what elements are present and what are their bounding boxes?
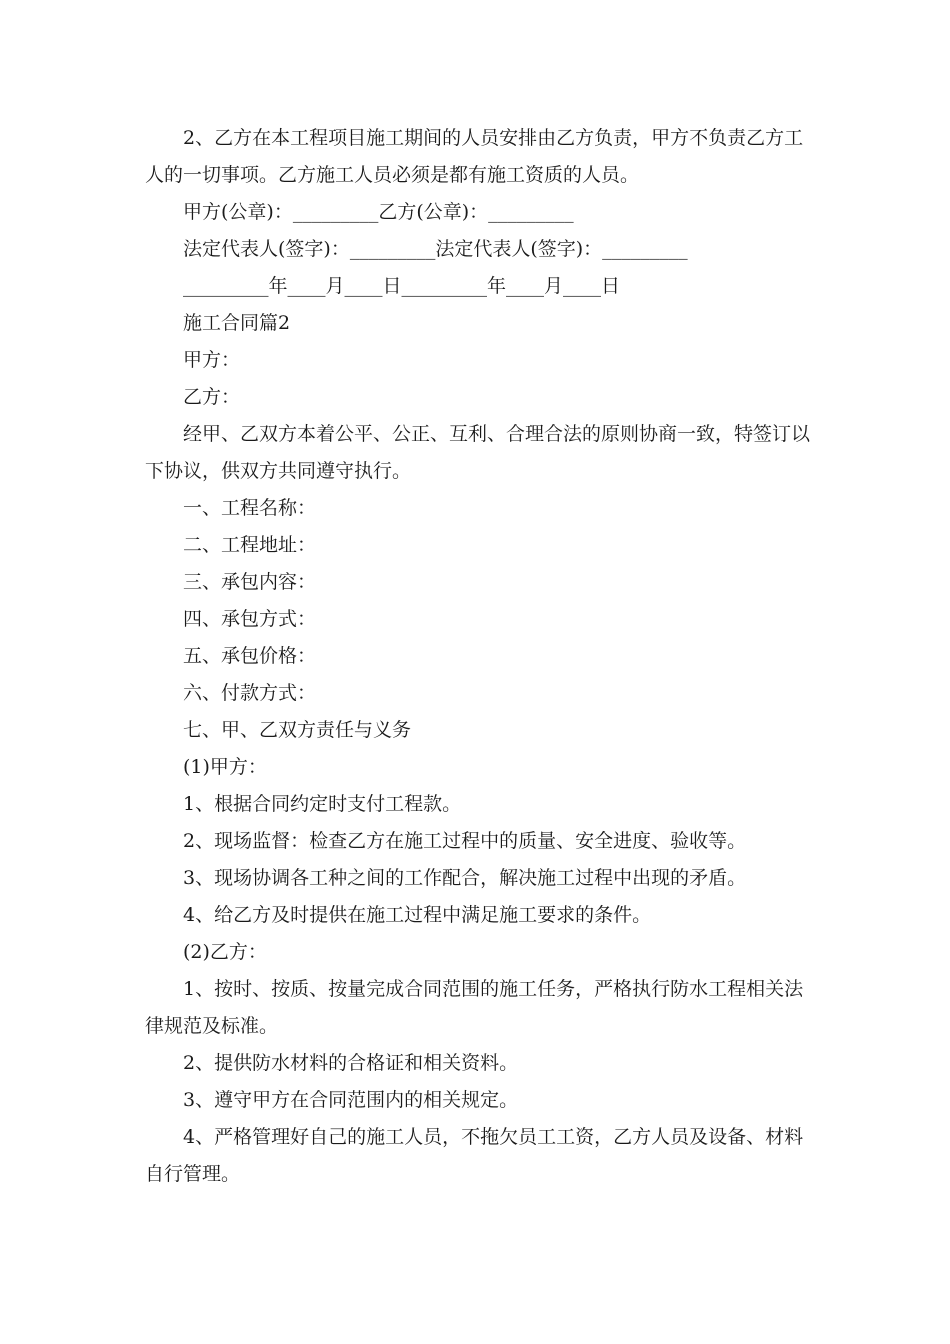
party-a-label: 甲方： [183,349,241,371]
party-a-item-2: 2、现场监督：检查乙方在施工过程中的质量、安全进度、验收等。 [183,830,747,852]
party-a-item-3: 3、现场协调各工种之间的工作配合，解决施工过程中出现的矛盾。 [183,867,747,889]
section-title: 施工合同篇2 [183,312,291,334]
clause-contract-content: 三、承包内容： [183,571,317,593]
subsection-party-b: (2)乙方： [183,941,267,963]
party-b-item-1: 1、按时、按质、按量完成合同范围的施工任务，严格执行防水工程相关法律规范及标准。 [145,978,804,1037]
party-a-item-1: 1、根据合同约定时支付工程款。 [183,793,462,815]
clause-project-address: 二、工程地址： [183,534,317,556]
party-b-label: 乙方： [183,386,241,408]
paragraph-signature-line: 法定代表人(签字)：_________法定代表人(签字)：_________ [183,238,688,260]
clause-payment-method: 六、付款方式： [183,682,317,704]
paragraph-seal-line: 甲方(公章)：_________乙方(公章)：_________ [183,201,574,223]
subsection-party-a: (1)甲方： [183,756,267,778]
clause-contract-method: 四、承包方式： [183,608,317,630]
clause-project-name: 一、工程名称： [183,497,317,519]
party-b-item-2: 2、提供防水材料的合格证和相关资料。 [183,1052,519,1074]
paragraph-agreement-intro: 经甲、乙双方本着公平、公正、互利、合理合法的原则协商一致，特签订以下协议，供双方共同遵守执行。 [145,423,811,482]
document-body [145,120,810,1193]
party-b-item-4: 4、严格管理好自己的施工人员，不拖欠员工工资，乙方人员及设备、材料自行管理。 [145,1126,804,1185]
party-a-item-4: 4、给乙方及时提供在施工过程中满足施工要求的条件。 [183,904,652,926]
paragraph-yi-fang-staffing: 2、乙方在本工程项目施工期间的人员安排由乙方负责，甲方不负责乙方工人的一切事项。乙方施工人员必须是都有施工资质的人员。 [145,127,804,186]
paragraph-date-line: _________年____月____日_________年____月____日 [183,275,621,297]
clause-responsibilities: 七、甲、乙双方责任与义务 [183,719,412,741]
party-b-item-3: 3、遵守甲方在合同范围内的相关规定。 [183,1089,519,1111]
clause-contract-price: 五、承包价格： [183,645,317,667]
